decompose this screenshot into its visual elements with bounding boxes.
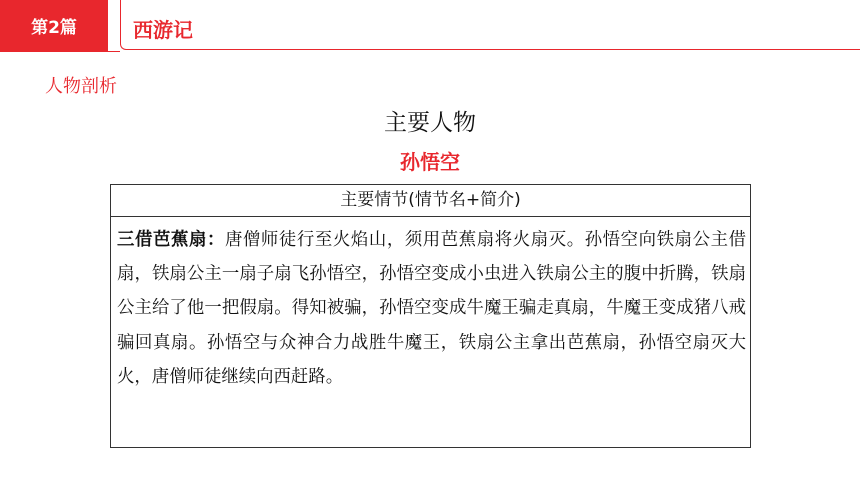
chapter-tab xyxy=(0,0,108,51)
main-title: 主要人物 xyxy=(384,110,476,136)
title-box xyxy=(120,0,860,50)
top-bar xyxy=(0,0,860,52)
plot-name: 三借芭蕉扇： xyxy=(117,230,225,250)
book-title: 西游记 xyxy=(133,18,193,42)
header-divider xyxy=(0,51,120,52)
plot-table xyxy=(110,184,751,448)
section-label: 人物剖析 xyxy=(45,76,117,97)
chapter-label: 第2篇 xyxy=(31,18,77,38)
plot-table-header: 主要情节(情节名+简介) xyxy=(111,185,750,217)
character-name: 孙悟空 xyxy=(400,150,460,174)
plot-table-body xyxy=(111,217,750,394)
plot-text: 唐僧师徒行至火焰山，须用芭蕉扇将火扇灭。孙悟空向铁扇公主借扇，铁扇公主一扇子扇飞孙悟空，孙悟空变成小虫进入铁扇公主的腹中折腾，铁扇公主给了他一把假扇。得知被骗，孙悟空变成牛魔王骗走真扇，牛魔王变成猪八戒骗回真扇。孙悟空与众神合力战胜牛魔王，铁扇公主拿出芭蕉扇，孙悟空扇灭大火，唐僧师徒继续向西赶路。 xyxy=(117,230,746,387)
